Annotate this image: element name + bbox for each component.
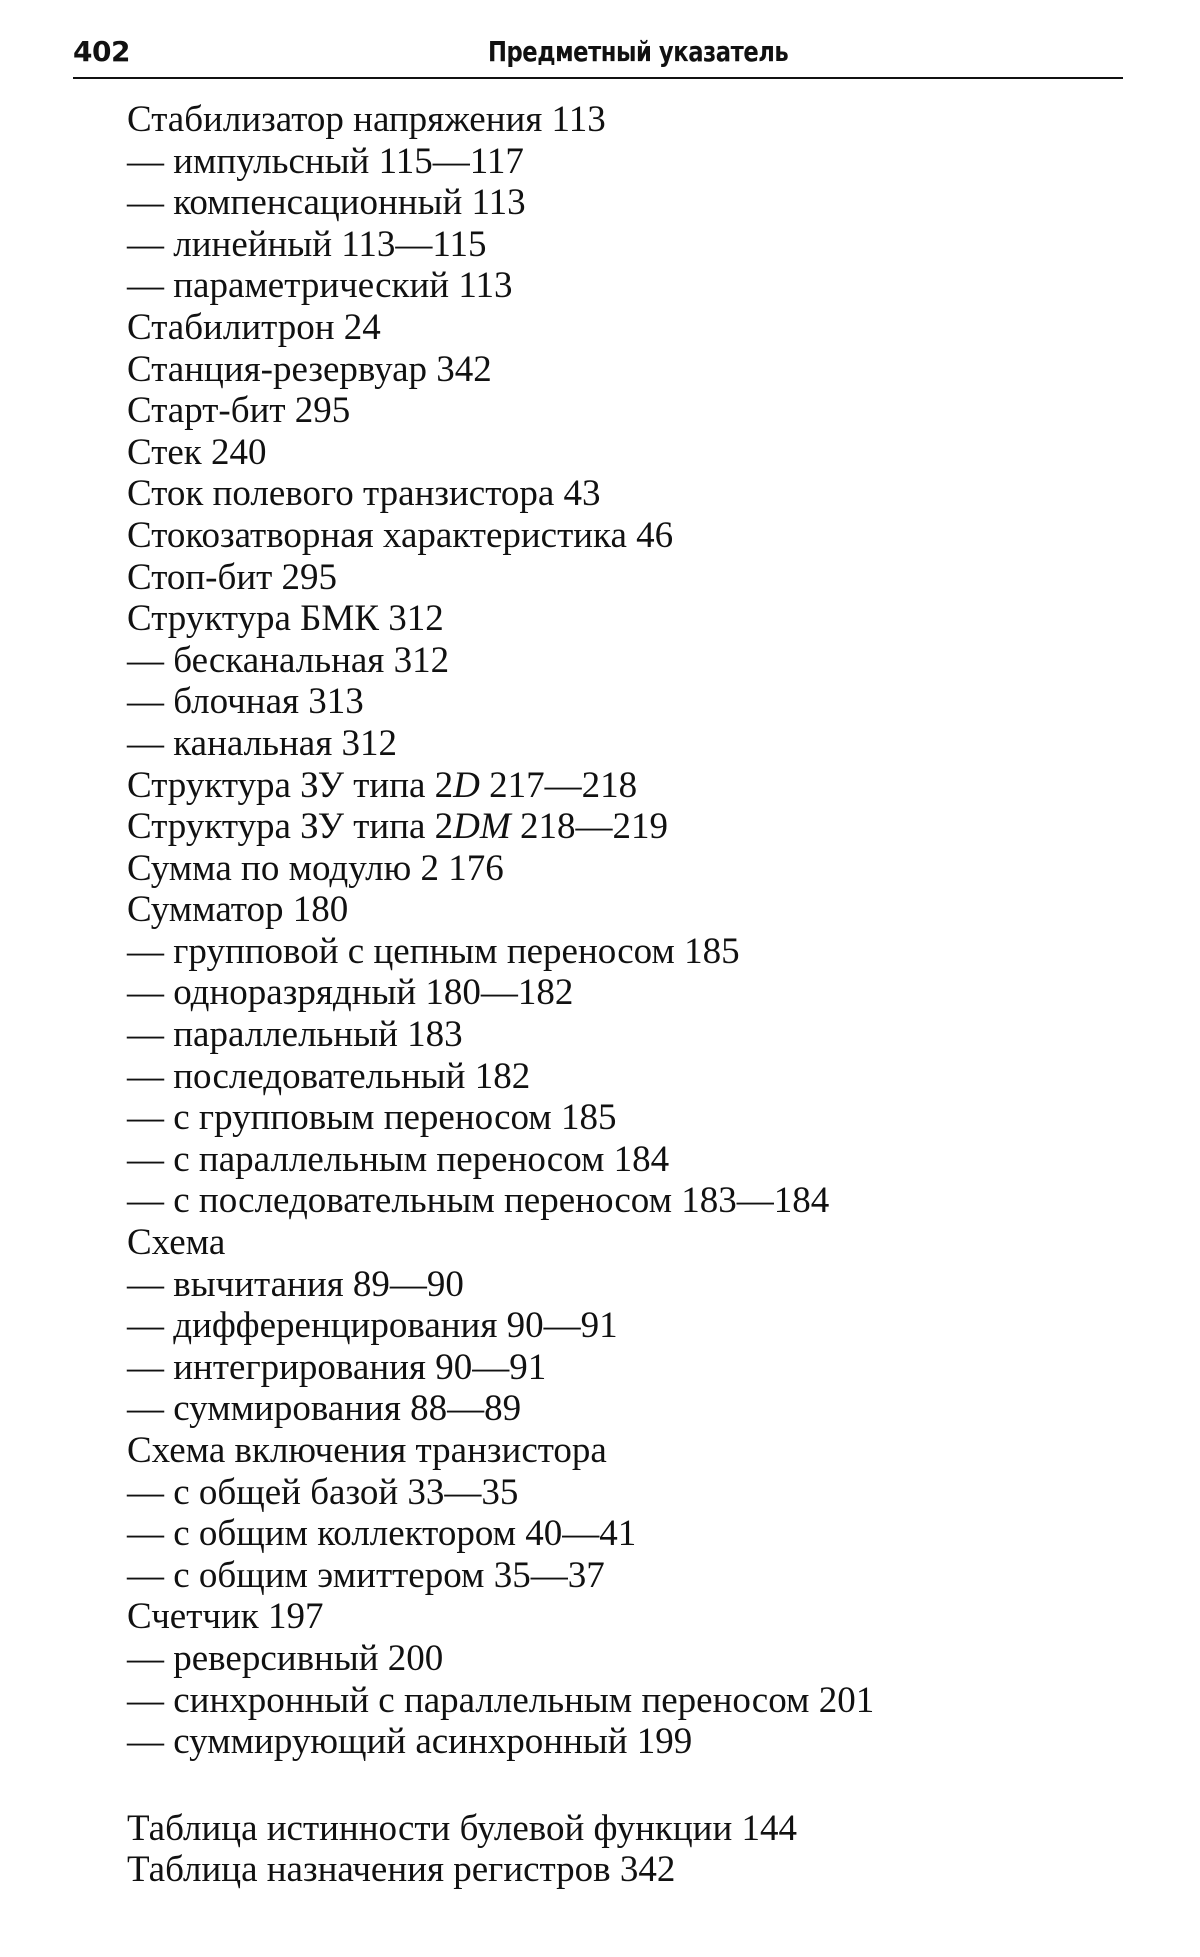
index-entry-text: — параллельный 183 (127, 1014, 463, 1056)
index-entry-text: — суммирования 88—89 (127, 1388, 522, 1430)
index-subentry (127, 1347, 874, 1389)
index-entry-text: — суммирующий асинхронный 199 (127, 1721, 693, 1763)
index-entry (127, 598, 874, 640)
index-subentry (127, 182, 874, 224)
index-subentry (127, 1680, 874, 1722)
index-entry (127, 1596, 874, 1638)
index-entry-text: — линейный 113—115 (127, 223, 487, 265)
index-entry-text: — с последовательным переносом 183—184 (127, 1180, 830, 1222)
index-subentry (127, 1139, 874, 1181)
running-head (73, 28, 1123, 76)
index-entry-text: — импульсный 115—117 (127, 140, 524, 182)
index-entry (127, 889, 874, 931)
index-entry-text: — канальная 312 (127, 722, 397, 764)
entry-text-suffix: 218—219 (510, 806, 668, 848)
index-subentry (127, 1014, 874, 1056)
subject-index-list (127, 99, 874, 1891)
index-subentry (127, 931, 874, 973)
index-entry-text: — с параллельным переносом 184 (127, 1138, 670, 1180)
index-entry-text: Сток полевого транзистора 43 (127, 473, 601, 515)
index-subentry (127, 224, 874, 266)
index-entry (127, 390, 874, 432)
index-entry-text: — интегрирования 90—91 (127, 1346, 547, 1388)
index-subentry (127, 1264, 874, 1306)
index-entry-text: — одноразрядный 180—182 (127, 972, 574, 1014)
index-entry-text: Таблица назначения регистров 342 (127, 1849, 676, 1891)
index-entry-text: Сумма по модулю 2 176 (127, 847, 504, 889)
index-entry-text: — дифференцирования 90—91 (127, 1305, 618, 1347)
index-subentry (127, 1638, 874, 1680)
index-entry-text (127, 806, 668, 847)
index-entry-text: — с общим эмиттером 35—37 (127, 1554, 605, 1596)
page-number: 402 (73, 35, 130, 68)
index-entry-text: — с общим коллектором 40—41 (127, 1513, 637, 1555)
index-entry (127, 1849, 874, 1891)
index-entry (127, 432, 874, 474)
index-entry-text: — с общей базой 33—35 (127, 1471, 519, 1513)
index-entry-text: — с групповым переносом 185 (127, 1097, 617, 1139)
index-subentry (127, 1721, 874, 1763)
entry-text-prefix: Структура ЗУ типа 2 (127, 806, 454, 848)
index-subentry (127, 141, 874, 183)
index-entry-text: — групповой с цепным переносом 185 (127, 930, 740, 972)
index-subentry (127, 681, 874, 723)
index-entry (127, 1222, 874, 1264)
index-subentry (127, 1388, 874, 1430)
index-subentry (127, 265, 874, 307)
index-entry-text: Станция-резервуар 342 (127, 348, 492, 390)
index-subentry (127, 640, 874, 682)
index-entry (127, 99, 874, 141)
index-subentry (127, 723, 874, 765)
index-entry (127, 806, 874, 848)
index-entry (127, 557, 874, 599)
index-entry (127, 473, 874, 515)
index-subentry (127, 972, 874, 1014)
entry-text-italic: D (453, 764, 480, 806)
index-entry-text: — блочная 313 (127, 681, 364, 723)
index-entry (127, 307, 874, 349)
index-entry-text (127, 765, 637, 806)
index-entry-text: Стокозатворная характеристика 46 (127, 514, 674, 556)
index-entry-text: Схема (127, 1222, 226, 1264)
index-entry-text: Сумматор 180 (127, 889, 349, 931)
index-subentry (127, 1513, 874, 1555)
entry-text-prefix: Структура ЗУ типа 2 (127, 764, 454, 806)
index-entry-text: Структура БМК 312 (127, 598, 444, 640)
index-entry-text: Таблица истинности булевой функции 144 (127, 1807, 798, 1849)
index-entry-text: Стабилизатор напряжения 113 (127, 99, 606, 140)
index-subentry (127, 1056, 874, 1098)
section-title: Предметный указатель (488, 35, 789, 68)
index-subentry (127, 1305, 874, 1347)
header-rule (73, 77, 1123, 79)
index-entry-text: — последовательный 182 (127, 1055, 531, 1097)
index-entry (127, 1430, 874, 1472)
index-entry (127, 349, 874, 391)
index-entry-text: Счетчик 197 (127, 1596, 324, 1638)
index-entry-text: Схема включения транзистора (127, 1430, 607, 1471)
index-entry-text: — параметрический 113 (127, 265, 513, 307)
index-subentry (127, 1097, 874, 1139)
index-entry (127, 848, 874, 890)
index-entry-text: Стек 240 (127, 431, 267, 473)
index-subentry (127, 1555, 874, 1597)
index-entry-text: Стабилитрон 24 (127, 306, 381, 348)
index-subentry (127, 1472, 874, 1514)
index-entry-text: Старт-бит 295 (127, 390, 351, 432)
index-entry-text: — синхронный с параллельным переносом 201 (127, 1679, 875, 1721)
index-entry (127, 515, 874, 557)
entry-text-suffix: 217—218 (479, 764, 638, 806)
index-entry-text: — реверсивный 200 (127, 1637, 444, 1679)
index-entry-text: — вычитания 89—90 (127, 1263, 464, 1305)
index-entry-text: — компенсационный 113 (127, 182, 526, 224)
index-entry-text: Стоп-бит 295 (127, 556, 338, 598)
index-subentry (127, 1180, 874, 1222)
index-entry (127, 765, 874, 807)
entry-text-italic: DM (453, 806, 511, 848)
index-entry-text: — бесканальная 312 (127, 639, 450, 681)
index-entry (127, 1808, 874, 1850)
